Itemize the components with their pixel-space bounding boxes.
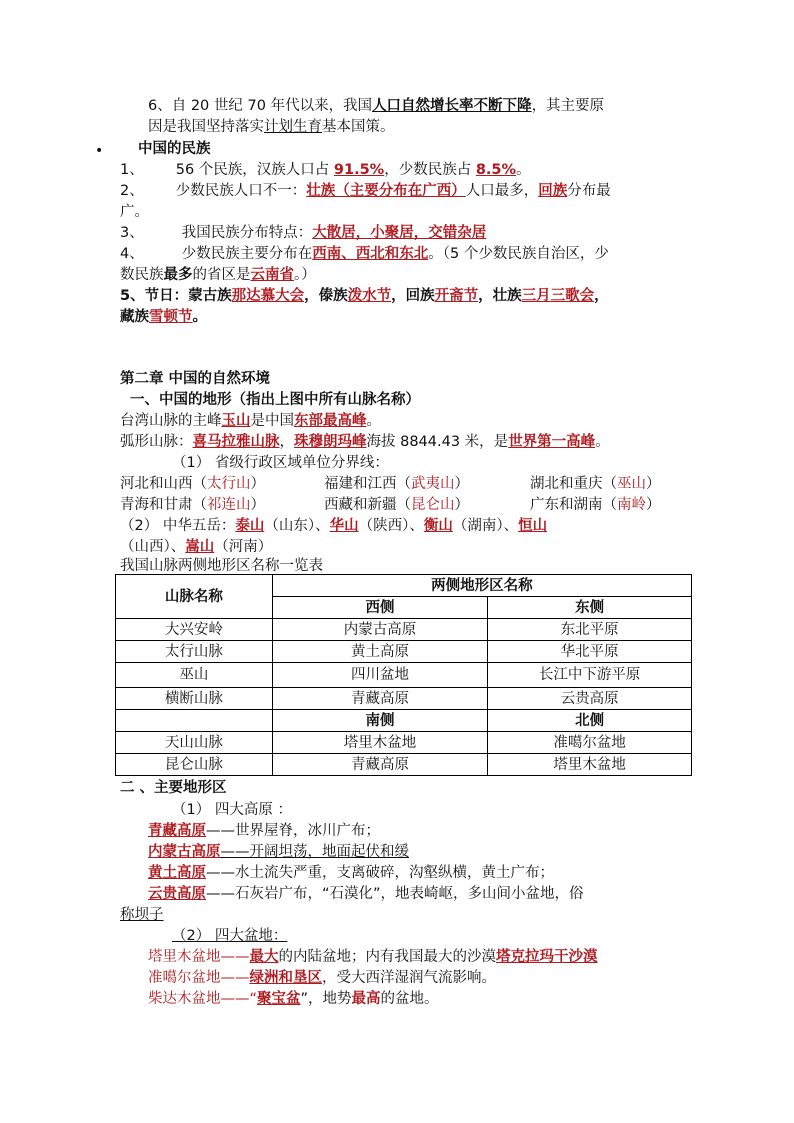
line-festivals: 5、节日：蒙古族那达慕大会，傣族泼水节，回族开斋节，壮族三月三歌会， [120, 288, 609, 304]
line-plateau-4: 云贵高原——石灰岩广布，“石漠化”，地表崎岖，多山间小盆地，俗 [148, 886, 584, 902]
line-population-2: 因是我国坚持落实计划生育基本国策。 [148, 119, 395, 135]
line-arc-mountains: 弧形山脉：喜马拉雅山脉，珠穆朗玛峰海拔 8844.43 米，是世界第一高峰。 [120, 434, 610, 450]
line-minzu-4: 4、 少数民族主要分布在西南、西北和东北。（5 个少数民族自治区，少 [120, 246, 609, 262]
section-dixing-heading: 一、中国的地形（指出上图中所有山脉名称） [130, 392, 420, 408]
line-boundaries-2c: 广东和湖南（南岭） [530, 497, 661, 513]
line-plateau-4b: 称坝子 [120, 907, 164, 923]
line-plateau-1: 青藏高原——世界屋脊，冰川广布； [148, 823, 380, 839]
mountain-regions-table [115, 574, 692, 776]
line-provincial-boundary-title: （1） 省级行政区域单位分界线： [172, 455, 389, 471]
table-subheader-row-2 [116, 710, 692, 732]
line-plateaus-title: （1） 四大高原 ： [172, 802, 292, 818]
line-plateau-2: 内蒙古高原——开阔坦荡，地面起伏和缓 [148, 844, 409, 860]
empty-cell [116, 710, 273, 732]
line-basins-title: （2） 四大盆地： [172, 928, 288, 944]
line-basin-2: 准噶尔盆地——绿洲和垦区，受大西洋湿润气流影响。 [148, 970, 496, 986]
section-landform-heading: 二 、主要地形区 [120, 780, 227, 796]
table-row: 天山山脉 塔里木盆地 准噶尔盆地 [116, 732, 692, 754]
chapter-2-heading: 第二章 中国的自然环境 [120, 371, 271, 387]
table-row: 大兴安岭 内蒙古高原 东北平原 [116, 619, 692, 641]
line-five-mountains-2: （山西）、嵩山（河南） [120, 539, 273, 555]
line-boundaries-1c: 湖北和重庆（巫山） [530, 476, 661, 492]
bullet-dot: • [95, 143, 104, 159]
line-minzu-2b: 广。 [120, 204, 149, 220]
header-west: 西侧 [272, 597, 488, 619]
line-population-1: 6、自 20 世纪 70 年代以来，我国人口自然增长率不断下降，其主要原 [148, 98, 605, 114]
line-basin-3: 柴达木盆地——“聚宝盆”，地势最高的盆地。 [148, 991, 439, 1007]
line-taiwan-mountains: 台湾山脉的主峰玉山是中国东部最高峰。 [120, 413, 381, 429]
line-minzu-4b: 数民族最多的省区是云南省。） [120, 267, 316, 283]
header-mountain: 山脉名称 [116, 575, 273, 619]
table-title: 我国山脉两侧地形区名称一览表 [120, 558, 323, 574]
header-east: 东侧 [488, 597, 692, 619]
line-festivals-2: 藏族雪顿节。 [120, 309, 207, 325]
line-plateau-3: 黄土高原——水土流失严重，支离破碎，沟壑纵横，黄土广布； [148, 865, 554, 881]
line-minzu-2: 2、 少数民族人口不一：壮族（主要分布在广西）人口最多，回族分布最 [120, 183, 611, 199]
table-row: 昆仑山脉 青藏高原 塔里木盆地 [116, 754, 692, 776]
line-five-mountains: （2） 中华五岳：泰山（山东）、华山（陕西）、衡山（湖南）、恒山 [120, 518, 548, 534]
header-regions: 两侧地形区名称 [272, 575, 691, 597]
line-boundaries-2: 青海和甘肃（祁连山） [120, 497, 265, 513]
table-row: 太行山脉 黄土高原 华北平原 [116, 641, 692, 663]
line-boundaries-2b: 西藏和新疆（昆仑山） [324, 497, 469, 513]
table-row: 横断山脉 青藏高原 云贵高原 [116, 688, 692, 710]
header-north: 北侧 [488, 710, 692, 732]
line-boundaries-1b: 福建和江西（武夷山） [324, 476, 469, 492]
line-basin-1: 塔里木盆地——最大的内陆盆地；内有我国最大的沙漠塔克拉玛干沙漠 [148, 949, 598, 965]
header-south: 南侧 [272, 710, 488, 732]
line-minzu-1: 1、 56 个民族，汉族人口占 91.5%，少数民族占 8.5%。 [120, 162, 531, 178]
line-minzu-3: 3、 我国民族分布特点：大散居，小聚居，交错杂居 [120, 225, 487, 241]
section-minzu-heading: 中国的民族 [138, 141, 211, 157]
table-header-row [116, 575, 692, 597]
table-row: 巫山 四川盆地 长江中下游平原 [116, 663, 692, 688]
line-boundaries-1: 河北和山西（太行山） [120, 476, 265, 492]
